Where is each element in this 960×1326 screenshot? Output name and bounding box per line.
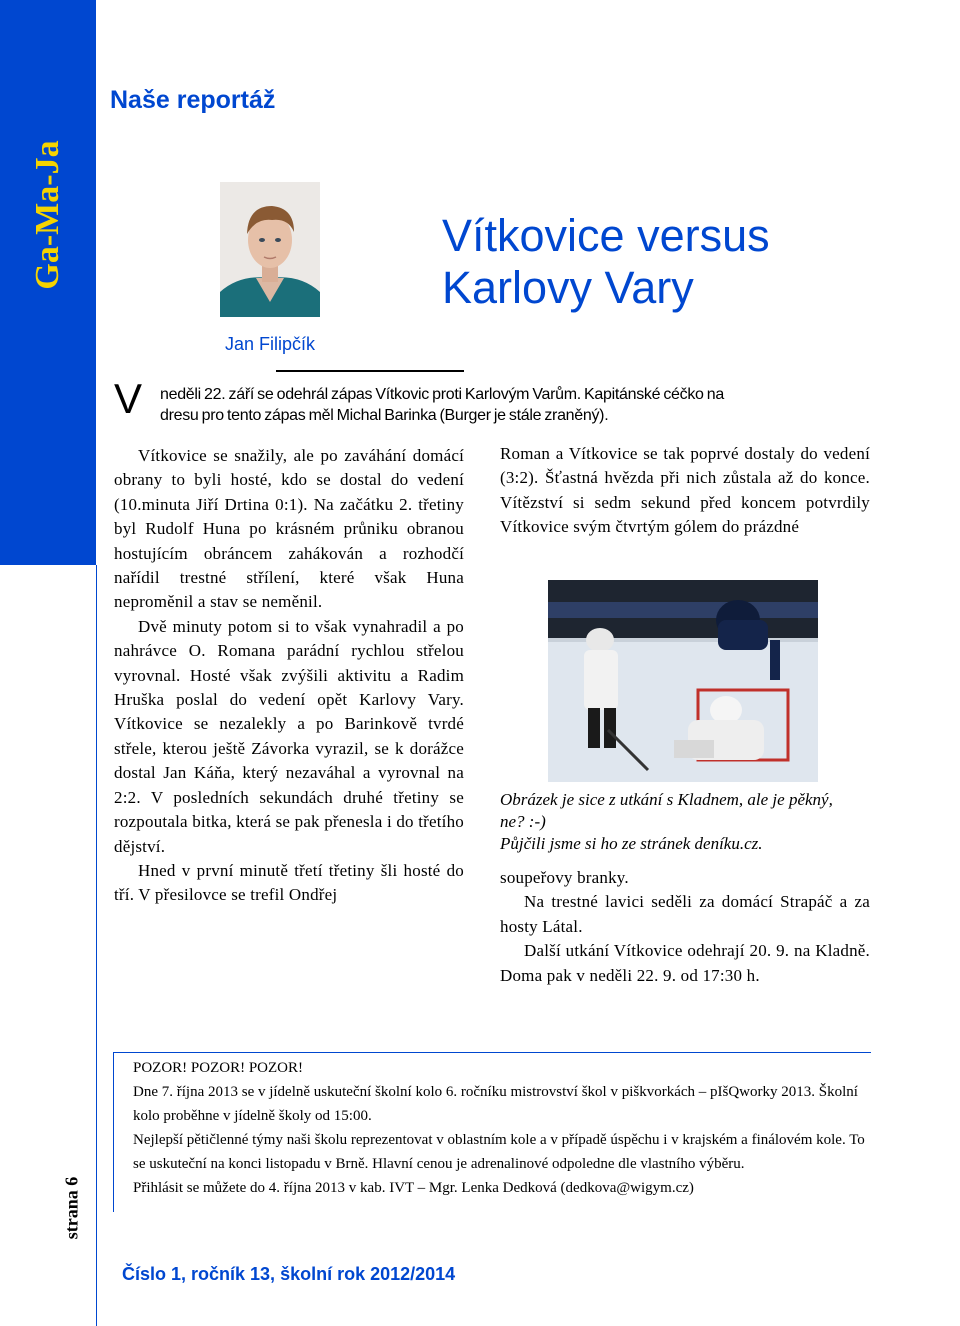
title-rule xyxy=(276,370,464,372)
notice-paragraph: Dne 7. října 2013 se v jídelně uskuteční školní kolo 6. ročníku mistrovství škol v piškvorkách – pIšQworky 2013. Školní kolo proběhne v jídelně školy od 15:00. xyxy=(133,1084,858,1124)
article-column-2 xyxy=(500,442,870,540)
section-title: Naše reportáž xyxy=(110,86,276,114)
intro-line1: neděli 22. září se odehrál zápas Vítkovic proti Karlovým Varům. Kapitánské céčko na xyxy=(160,386,724,403)
paragraph: soupeřovy branky. xyxy=(500,868,629,887)
sidebar xyxy=(0,0,96,565)
paragraph: Dvě minuty potom si to však vynahradil a po nahrávce O. Romana parádní rychlou střelou vyrovnal. Hosté však zvýšili aktivitu a Radim Hruška poslal do vedení opět Karlovy Vary. Vítkovice se nezalekly a po Barinkově tvrdé střele, kterou ještě Závorka vyrazil, se k dorážce dostal Jan Káňa, který nezaváhal a vyrovnal na 2:2. V posledních sekundách druhé třetiny se rozpoutala bitka, která se pak přenesla i do třetího dějství. xyxy=(114,616,464,856)
intro-line2: dresu pro tento zápas měl Michal Barinka (Burger je stále zraněný). xyxy=(160,407,609,424)
article-column-1 xyxy=(114,444,464,908)
article-title-line2: Karlovy Vary xyxy=(442,262,694,313)
paragraph: Na trestné lavici seděli za domácí Strapáč a za hosty Látal. xyxy=(500,892,870,936)
intro-text xyxy=(160,384,872,426)
notice-paragraph: Přihlásit se můžete do 4. října 2013 v kab. IVT – Mgr. Lenka Dedková (dedkova@wigym.cz) xyxy=(133,1180,694,1196)
page-number: strana 6 xyxy=(61,1176,82,1240)
paragraph: Vítkovice se snažily, ale po zaváhání domácí obrany to byli hosté, kdo se dostal do vedení (10.minuta Jiří Drtina 0:1). Na začátku 2. třetiny byl Rudolf Huna po krásném průniku obranou hostujícím obráncem zahákován a rozhodčí nařídil trestné střílení, které však Huna neproměnil a stav se neměnil. xyxy=(114,446,464,612)
hockey-photo xyxy=(548,580,818,782)
issue-footer: Číslo 1, ročník 13, školní rok 2012/2014 xyxy=(122,1264,456,1284)
author-photo xyxy=(220,182,320,317)
article-column-3 xyxy=(500,866,870,988)
article-title xyxy=(442,210,770,314)
photo-caption xyxy=(500,789,850,855)
notice-box xyxy=(113,1056,871,1200)
paragraph: Další utkání Vítkovice odehrají 20. 9. na Kladně. Doma pak v neděli 22. 9. od 17:30 h. xyxy=(500,941,870,985)
author-name: Jan Filipčík xyxy=(225,334,316,354)
paragraph: Roman a Vítkovice se tak poprvé dostaly do vedení (3:2). Šťastná hvězda při nich zůstala až do konce. Vítězství si sedm sekund před koncem potvrdily Vítkovice svým čtvrtým gólem do prázdné xyxy=(500,444,870,537)
notice-paragraph: Nejlepší pětičlenné týmy naši školu reprezentovat v oblastním kole a v případě úspěchu i v krajském a finálovém kole. To se uskuteční na konci listopadu v Brně. Hlavní cenou je adrenalinové odpoledne dle vlastního výběru. xyxy=(133,1132,865,1172)
article-title-line1: Vítkovice versus xyxy=(442,210,770,261)
caption-line2: Půjčili jsme si ho ze stránek deníku.cz. xyxy=(500,834,763,853)
margin-line xyxy=(96,565,97,1326)
magazine-name: Ga-Ma-Ja xyxy=(29,140,66,290)
notice-heading: POZOR! POZOR! POZOR! xyxy=(133,1060,304,1076)
notice-top-border xyxy=(113,1052,871,1053)
paragraph: Hned v první minutě třetí třetiny šli hosté do tří. V přesilovce se trefil Ondřej xyxy=(114,860,464,905)
dropcap: V xyxy=(114,375,143,422)
caption-line1: Obrázek je sice z utkání s Kladnem, ale je pěkný, ne? :-) xyxy=(500,790,833,831)
